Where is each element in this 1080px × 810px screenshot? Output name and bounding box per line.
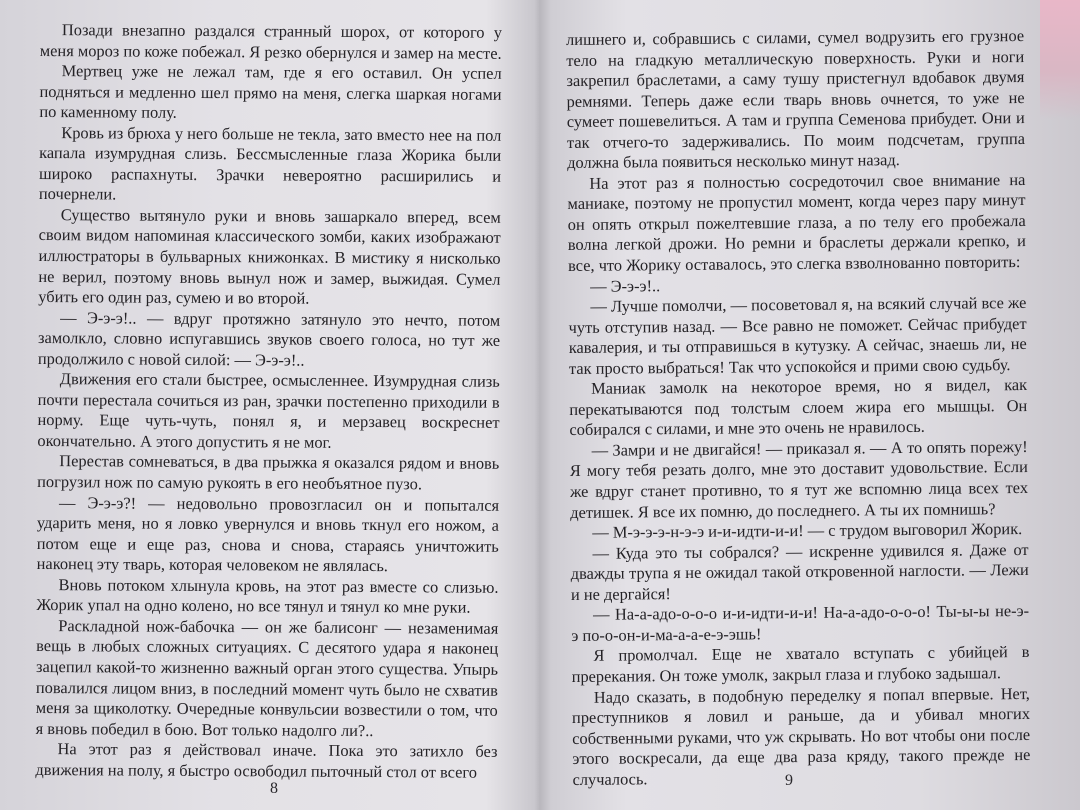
paragraph: — М-э-э-э-н-э-э и-и-идти-и-и! — с трудом выговорил Жорик. <box>592 519 1023 542</box>
paragraph: Надо сказать, в подобную переделку я попал впервые. Нет, преступников я ловил и раньше, да и убивал многих собственными руками, что уж скрывать. Но вот чтобы они после этого воскресали, да еще два раза кряду, такого прежде не случалось. <box>571 683 1031 789</box>
paragraph: Движения его стали быстрее, осмысленнее. Изумрудная слизь почти перестала сочиться из ран, зрачки постепенно приходили в норму. Еще чуть-чуть, понял я, и мерзавец воскреснет окончательно. А этого допустить я не мог. <box>37 369 500 452</box>
pink-object-corner <box>1040 0 1080 120</box>
paragraph: Я промолчал. Еще не хватало вступать с убийцей в пререкания. Он тоже умолк, закрыл глаза и глубоко задышал. <box>571 642 1030 686</box>
paragraph: Раскладной нож-бабочка — он же балисонг — незаменимая вещь в любых сложных ситуациях. С десятого удара я наконец зацепил какой-то жизненно важный орган этого существа. Упырь повалился лицом вниз, в последний момент чуть было не схватив меня за щиколотку. Очередные конвульсии возвестили о том, что я вновь победил в бою. Вот только надолго ли?.. <box>35 615 499 740</box>
paragraph: — Э-э-э!.. <box>590 275 661 296</box>
right-page-text <box>566 26 1031 790</box>
paragraph: — Э-э-э?! — недовольно провозгласил он и попытался ударить меня, но я ловко увернулся и вновь ткнул его ножом, а потом еще и еще раз, снова и снова, стараясь уничтожить наконец эту тварь, которая человеком не являлась. <box>36 492 500 576</box>
paragraph: Маниак замолк на некоторое время, но я видел, как перекатываются под толстым слоем жира его мышцы. Он собирался с силами, и мне это очень не нравилось. <box>569 375 1028 440</box>
paragraph: лишнего и, собравшись с силами, сумел водрузить его грузное тело на гладкую металлическую поверхность. Руки и ноги закрепил браслетами, а саму тушу пристегнул вдобавок двумя ремнями. Теперь даже если тварь вновь очнется, то уже не сумеет пошевелиться. А там и группа Семенова прибудет. Они и так отчего-то задерживались. По моим подсчетам, группа должна была появиться несколько минут назад. <box>566 26 1026 173</box>
paragraph: — Э-э-э!.. — вдруг протяжно затянуло это нечто, потом замолкло, словно испугавшись звуков своего голоса, но тут же продолжило с новой силой: — Э-э-э!.. <box>37 307 501 370</box>
paragraph: — На-а-адо-о-о-о и-и-идти-и-и! На-а-адо-о-о-о! Ты-ы-ы не-э-э по-о-он-и-ма-а-а-е-э-эшь! <box>571 601 1030 645</box>
paragraph: Кровь из брюха у него больше не текла, зато вместо нее на пол капала изумрудная слизь. Бессмысленные глаза Жорика были широко распахнуты. Зрачки невероятно расширились и почернели. <box>38 122 502 204</box>
left-page-text <box>35 20 502 783</box>
paragraph: Мертвец уже не лежал там, где я его оставил. Он успел подняться и медленно шел прямо на меня, слегка шаркая ногами по каменному полу. <box>39 61 502 123</box>
paragraph: На этот раз я полностью сосредоточил свое внимание на маниаке, поэтому не пропустил момент, когда через пару минут он опять открыл пожелтевшие глаза, а по телу его пробежала волна легкой дрожи. Но ремни и браслеты держали крепко, и все, что Жорику оставалось, это слегка взволнованно повторить: <box>567 169 1026 276</box>
page-number-left: 8 <box>270 780 278 797</box>
paragraph: На этот раз я действовал иначе. Пока это затихло без движения на полу, я быстро освободил пыточный стол от всего <box>35 739 498 782</box>
paragraph: — Лучше помолчи, — посоветовал я, на всякий случай все же чуть отступив назад. — Все равно не поможет. Сейчас прибудет кавалерия, и ты отправишься в кутузку. А сейчас, знаешь ли, не так просто выбраться! Так что успокойся и прими свою судьбу. <box>568 293 1027 378</box>
page-number-right: 9 <box>785 772 793 789</box>
paragraph: Существо вытянуло руки и вновь зашаркало вперед, всем своим видом напоминая классического зомби, каких изображают иллюстраторы в бульварных книжонках. В мистику я нисколько не верил, поэтому вновь вынул нож и замер, выжидая. Сумел убить его один раз, сумею и во второй. <box>38 205 501 308</box>
paragraph: — Замри и не двигайся! — приказал я. — А то опять порежу! Я могу тебя резать долго, мне это доставит удовольствие. Если же вдруг станет противно, то я тут же вспомню лица всех тех детишек. Я все их помню, до последнего. А ты их помнишь? <box>569 436 1029 522</box>
paragraph: Вновь потоком хлынула кровь, на этот раз вместе со слизью. Жорик упал на одно колено, но все тянул и тянул ко мне руки. <box>36 574 499 617</box>
paragraph: — Куда это ты собрался? — искренне удивился я. Даже от дважды трупа я не ожидал такой откровенной наглости. — Лежи и не дергайся! <box>570 539 1029 604</box>
paragraph: Позади внезапно раздался странный шорох, от которого у меня мороз по коже побежал. Я резко обернулся и замер на месте. <box>39 20 502 63</box>
paragraph: Перестав сомневаться, в два прыжка я оказался рядом и вновь погрузил нож по самую рукоять в его необъятное пузо. <box>37 451 500 494</box>
